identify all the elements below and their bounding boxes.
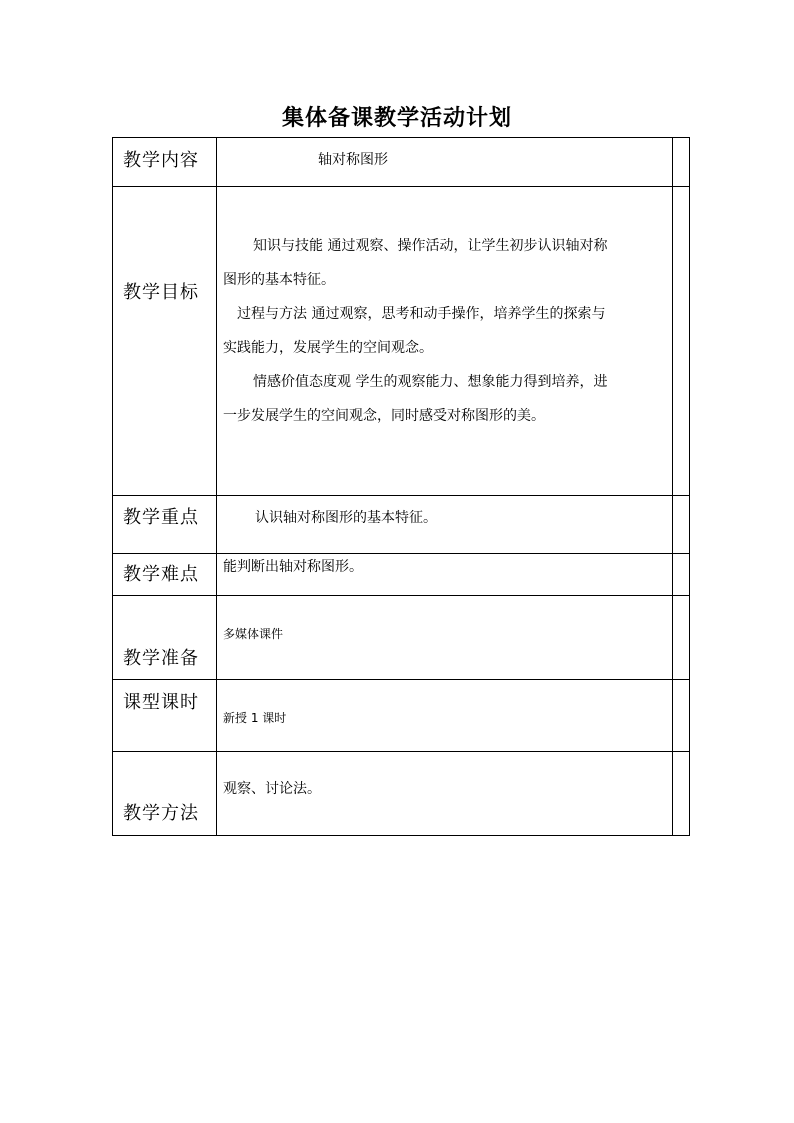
teaching-content-value: 轴对称图形: [318, 152, 388, 168]
teaching-goals-text: [223, 229, 669, 433]
row-label: 教学目标: [123, 282, 199, 303]
row-label: 课型课时: [123, 692, 199, 713]
blank-cell: [673, 138, 690, 187]
row-key-points: [113, 496, 690, 554]
content-cell: [217, 187, 673, 496]
row-label: 教学重点: [123, 507, 199, 528]
difficulties-value: 能判断出轴对称图形。: [223, 559, 363, 575]
blank-cell: [673, 680, 690, 752]
goal-line: 情感价值态度观 学生的观察能力、想象能力得到培养，进: [253, 374, 608, 390]
content-cell: [217, 554, 673, 596]
content-cell: [217, 496, 673, 554]
lesson-plan-table: [112, 137, 690, 836]
row-label: 教学方法: [123, 803, 199, 824]
goal-line: 一步发展学生的空间观念，同时感受对称图形的美。: [223, 408, 545, 424]
row-teaching-goals: [113, 187, 690, 496]
content-cell: [217, 138, 673, 187]
label-cell: [113, 680, 217, 752]
row-label: 教学内容: [123, 150, 199, 171]
label-cell: [113, 554, 217, 596]
label-cell: [113, 187, 217, 496]
content-cell: [217, 752, 673, 836]
blank-cell: [673, 554, 690, 596]
row-lesson-type: [113, 680, 690, 752]
goal-line: 过程与方法 通过观察，思考和动手操作，培养学生的探索与: [237, 306, 606, 322]
content-cell: [217, 680, 673, 752]
label-cell: [113, 752, 217, 836]
label-cell: [113, 496, 217, 554]
page-title: 集体备课教学活动计划: [281, 105, 512, 131]
key-points-value: 认识轴对称图形的基本特征。: [255, 510, 437, 526]
label-cell: [113, 596, 217, 680]
blank-cell: [673, 752, 690, 836]
row-methods: [113, 752, 690, 836]
methods-value: 观察、讨论法。: [223, 781, 321, 797]
preparation-value: 多媒体课件: [223, 627, 284, 641]
row-label: 教学准备: [123, 648, 199, 669]
content-cell: [217, 596, 673, 680]
goal-line: 实践能力，发展学生的空间观念。: [223, 340, 433, 356]
row-label: 教学难点: [123, 564, 199, 585]
lesson-type-value: 新授 1 课时: [223, 711, 287, 725]
blank-cell: [673, 187, 690, 496]
row-difficulties: [113, 554, 690, 596]
blank-cell: [673, 596, 690, 680]
blank-cell: [673, 496, 690, 554]
goal-line: 图形的基本特征。: [223, 272, 335, 288]
row-teaching-content: [113, 138, 690, 187]
row-preparation: [113, 596, 690, 680]
label-cell: [113, 138, 217, 187]
goal-line: 知识与技能 通过观察、操作活动，让学生初步认识轴对称: [253, 238, 608, 254]
